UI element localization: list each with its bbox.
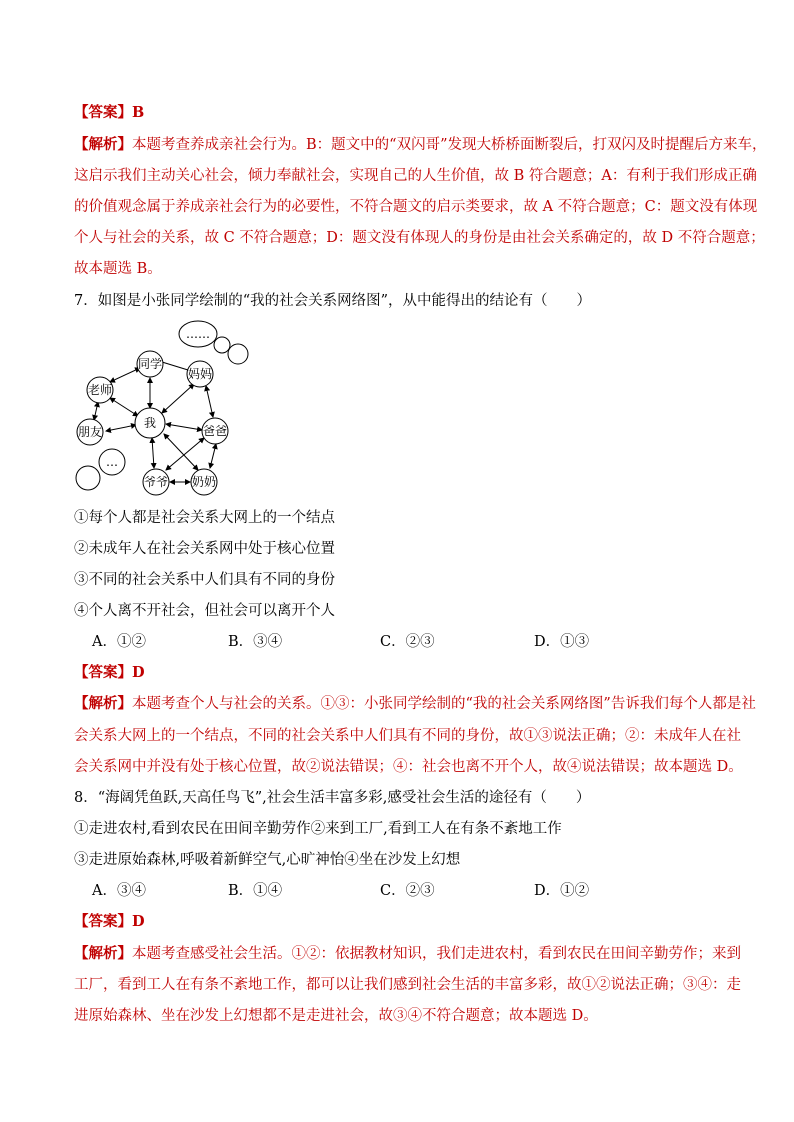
label-grandma: 奶奶 <box>191 475 217 489</box>
q7-stem: 7．如图是小张同学绘制的“我的社会关系网络图”，从中能得出的结论有（ ） <box>74 293 592 309</box>
q7-option-b: B．③④ <box>228 634 283 650</box>
q6-answer-value: B <box>132 104 145 121</box>
q8-option-c: C．②③ <box>380 883 435 899</box>
q8-analysis-text-2: 进原始森林、坐在沙发上幻想都不是走进社会，故③④不符合题意；故本题选 D。 <box>74 1008 598 1024</box>
label-classmate: 同学 <box>137 357 163 371</box>
q7-option-a: A．①② <box>92 634 146 650</box>
more-bubble-small <box>214 337 230 353</box>
q7-analysis-text-2: 会关系网中并没有处于核心位置，故②说法错误；④：社会也离不开个人，故④说法错误；故本题选 D。 <box>74 759 743 775</box>
q8-analysis-text-0: 本题考查感受社会生活。①②：依据教材知识，我们走进农村，看到农民在田间辛勤劳作；来到 <box>132 946 741 962</box>
q7-option-c: C．②③ <box>380 634 435 650</box>
label-mother: 妈妈 <box>187 367 213 381</box>
q8-answer <box>74 912 145 932</box>
q8-analysis-text-1: 工厂，看到工人在有条不紊地工作，都可以让我们感到社会生活的丰富多彩，故①②说法正确；③④：走 <box>74 977 741 993</box>
link-classmate-mother <box>162 362 188 370</box>
q8-answer-value: D <box>132 913 145 930</box>
q7-statement-3: ③不同的社会关系中人们具有不同的身份 <box>74 572 335 588</box>
q7-statement-1: ①每个人都是社会关系大网上的一个结点 <box>74 510 335 526</box>
link-grandpa-me <box>152 438 154 468</box>
q8-analysis-tag: 【解析】 <box>74 945 132 962</box>
q8-option-d: D．①② <box>534 883 590 899</box>
q7-option-d: D．①③ <box>534 634 590 650</box>
q8-option-b: B．①④ <box>228 883 283 899</box>
q6-analysis-text-3: 个人与社会的关系，故 C 不符合题意；D：题文没有体现人的身份是由社会关系确定的，故 D 不符合题意； <box>74 230 765 246</box>
q8-statement-2: ③走进原始森林,呼吸着新鲜空气,心旷神怡④坐在沙发上幻想 <box>74 852 461 868</box>
label-friend: 朋友 <box>77 425 103 439</box>
label-father: 爸爸 <box>202 424 228 438</box>
q6-answer <box>74 103 144 123</box>
link-friend-me <box>106 425 136 431</box>
q7-statement-2: ②未成年人在社会关系网中处于核心位置 <box>74 541 335 557</box>
more-bubble-smaller <box>228 344 248 364</box>
social-network-diagram <box>70 318 260 498</box>
link-mother-father <box>206 386 213 417</box>
q8-statement-1: ①走进农村,看到农民在田间辛勤劳作②来到工厂,看到工人在有条不紊地工作 <box>74 821 562 837</box>
q8-answer-tag: 【答案】 <box>74 913 132 930</box>
more-people-bubble-left-big <box>76 466 100 490</box>
ellipsis-left: … <box>106 455 118 469</box>
q7-analysis-text-0: 本题考查个人与社会的关系。①③：小张同学绘制的“我的社会关系网络图”告诉我们每个人都是社 <box>132 696 756 712</box>
link-classmate-teacher <box>110 368 140 382</box>
q6-analysis-text-0: 本题考查养成亲社会行为。B：题文中的“双闪哥”发现大桥桥面断裂后，打双闪及时提醒后方来车， <box>132 137 767 153</box>
q8-stem: 8．“海阔凭鱼跃,天高任鸟飞”,社会生活丰富多彩,感受社会生活的途径有（ ） <box>74 790 591 806</box>
label-grandpa: 爷爷 <box>143 475 169 489</box>
q7-analysis-line <box>74 694 756 714</box>
q7-analysis-tag: 【解析】 <box>74 695 132 712</box>
link-mother-me <box>162 384 194 413</box>
link-grandma-father <box>210 444 216 468</box>
label-teacher: 老师 <box>87 383 113 397</box>
q7-answer-tag: 【答案】 <box>74 664 132 681</box>
q7-statement-4: ④个人离不开社会，但社会可以离开个人 <box>74 603 335 619</box>
ellipsis-top: …… <box>186 327 210 341</box>
q6-analysis-line <box>74 135 766 155</box>
q6-analysis-text-2: 的价值观念属于养成亲社会行为的必要性，不符合题文的启示类要求，故 A 不符合题意；C：题文没有体现 <box>74 199 758 215</box>
q6-analysis-text-4: 故本题选 B。 <box>74 261 162 277</box>
q8-option-a: A．③④ <box>92 883 146 899</box>
link-teacher-me <box>110 398 138 416</box>
link-grandma-me <box>164 434 198 470</box>
q6-answer-tag: 【答案】 <box>74 104 132 121</box>
link-father-me <box>166 424 202 430</box>
q7-answer-value: D <box>132 664 145 681</box>
link-teacher-friend <box>94 402 98 420</box>
q6-analysis-tag: 【解析】 <box>74 136 132 153</box>
q7-analysis-text-1: 会关系大网上的一个结点，不同的社会关系中人们具有不同的身份，故①③说法正确；②：未成年人在社 <box>74 728 741 744</box>
label-me: 我 <box>143 416 157 430</box>
q6-analysis-text-1: 这启示我们主动关心社会，倾力奉献社会，实现自己的人生价值，故 B 符合题意；A：有利于我们形成正确 <box>74 168 757 184</box>
q8-analysis-line <box>74 944 741 964</box>
q7-answer <box>74 663 145 683</box>
